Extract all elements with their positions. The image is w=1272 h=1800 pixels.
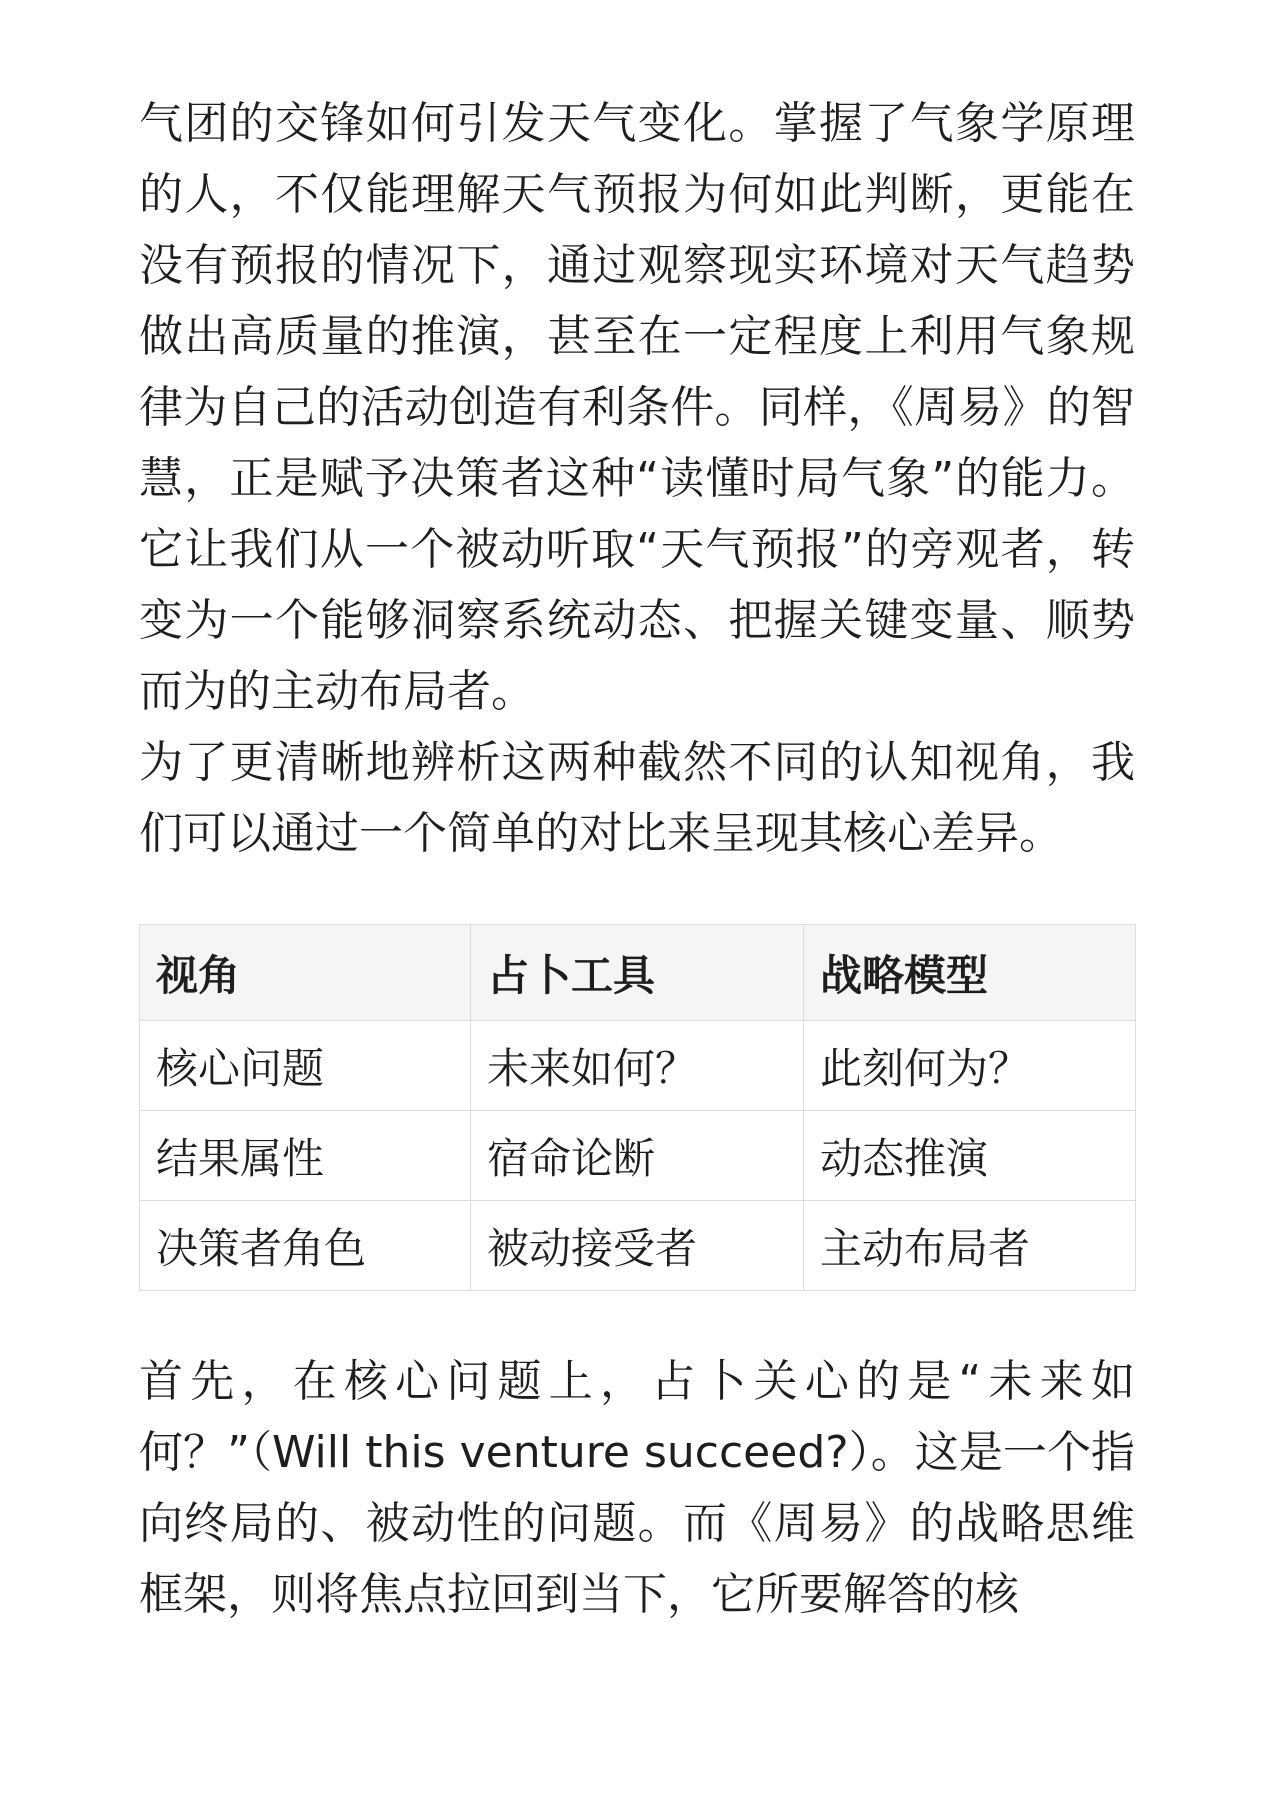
table-cell: 决策者角色 bbox=[140, 1201, 471, 1291]
table-cell: 此刻何为？ bbox=[804, 1021, 1136, 1111]
table-cell: 核心问题 bbox=[140, 1021, 471, 1111]
paragraph-weather-analogy: 气团的交锋如何引发天气变化。掌握了气象学原理的人，不仅能理解天气预报为何如此判断，更能在没有预报的情况下，通过观察现实环境对天气趋势做出高质量的推演，甚至在一定程度上利用气象规律为自己的活动创造有利条件。同样，《周易》的智慧，正是赋予决策者这种“读懂时局气象”的能力。它让我们从一个被动听取“天气预报”的旁观者，转变为一个能够洞察系统动态、把握关键变量、顺势而为的主动布局者。 bbox=[139, 98, 1135, 717]
table-cell: 主动布局者 bbox=[804, 1201, 1136, 1291]
table-cell: 结果属性 bbox=[140, 1111, 471, 1201]
paragraph-comparison-intro: 为了更清晰地辨析这两种截然不同的认知视角，我们可以通过一个简单的对比来呈现其核心差异。 bbox=[139, 737, 1135, 859]
comparison-table bbox=[139, 924, 1136, 1291]
table-cell: 未来如何？ bbox=[471, 1021, 804, 1111]
table-row bbox=[140, 1021, 1136, 1111]
comparison-table-wrapper bbox=[139, 924, 1135, 1291]
table-row bbox=[140, 1111, 1136, 1201]
document-body bbox=[139, 88, 1135, 1630]
header-divination-tool: 占卜工具 bbox=[471, 925, 804, 1021]
header-strategy-model: 战略模型 bbox=[804, 925, 1136, 1021]
paragraph-core-question: 首先，在核心问题上，占卜关心的是“未来如何？”（Will this venture succeed?）。这是一个指向终局的、被动性的问题。而《周易》的战略思维框架，则将焦点拉回到当下，它所要解答的核 bbox=[139, 1356, 1135, 1620]
table-cell: 宿命论断 bbox=[471, 1111, 804, 1201]
table-cell: 动态推演 bbox=[804, 1111, 1136, 1201]
header-perspective: 视角 bbox=[140, 925, 471, 1021]
table-header-row bbox=[140, 925, 1136, 1021]
table-cell: 被动接受者 bbox=[471, 1201, 804, 1291]
table-row bbox=[140, 1201, 1136, 1291]
